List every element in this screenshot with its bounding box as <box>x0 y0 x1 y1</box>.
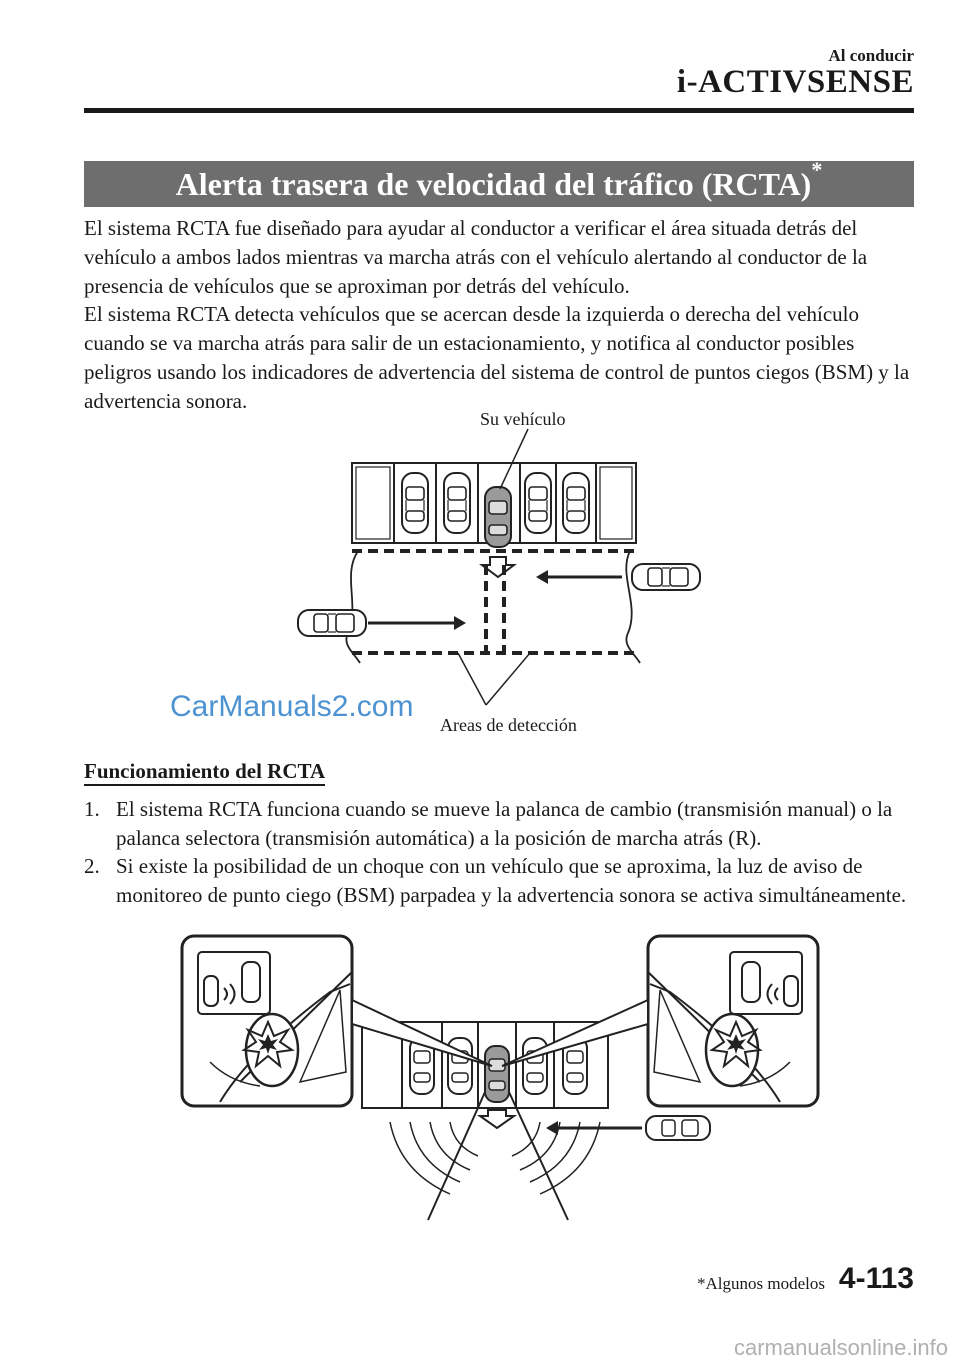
watermark-logo: CarManuals2.com <box>170 690 414 723</box>
header-chapter: i-ACTIVSENSE <box>676 64 914 100</box>
title-footnote-mark: * <box>811 157 823 182</box>
subheading-rcta-operation: Funcionamiento del RCTA <box>84 759 325 786</box>
step-text: Si existe la posibilidad de un choque con un vehículo que se aproxima, la luz de aviso de monitoreo de punto ciego (BSM) parpadea y la advertencia sonora se activa simultáneamente. <box>116 854 907 907</box>
paragraph-detection: El sistema RCTA detecta vehículos que se acercan desde la izquierda o derecha del vehículo cuando se va marcha atrás para salir de un estacionamiento, y notifica al conductor posibles peligros usando los indicadores de advertencia del sistema de control de puntos ciegos (BSM) y la advertencia sonora. <box>84 302 910 413</box>
footnote-some-models: *Algunos modelos <box>697 1274 825 1293</box>
step-number: 1. <box>84 797 100 821</box>
label-your-vehicle: Su vehículo <box>480 409 566 429</box>
section-title-text: Alerta trasera de velocidad del tráfico (RCTA) <box>175 166 812 202</box>
header-section: Al conducir <box>828 46 914 65</box>
section-title <box>84 157 914 207</box>
label-detection-areas: Areas de detección <box>440 715 577 735</box>
step-text: El sistema RCTA funciona cuando se mueve la palanca de cambio (transmisión manual) o la palanca selectora (transmisión automática) a la posición de marcha atrás (R). <box>116 797 893 850</box>
rcta-detection-diagram <box>290 405 710 735</box>
step-number: 2. <box>84 854 100 878</box>
header-rule <box>84 108 914 113</box>
watermark-site: carmanualsonline.info <box>733 1335 948 1360</box>
page-number: 4-113 <box>838 1262 914 1295</box>
paragraph-intro: El sistema RCTA fue diseñado para ayudar al conductor a verificar el área situada detrás del vehículo a ambos lados mientras va marcha atrás con el vehículo alertando al conductor de la presencia de vehículos que se aproximan por detrás del vehículo. <box>84 216 868 298</box>
bsm-warning-illustration <box>180 932 820 1227</box>
